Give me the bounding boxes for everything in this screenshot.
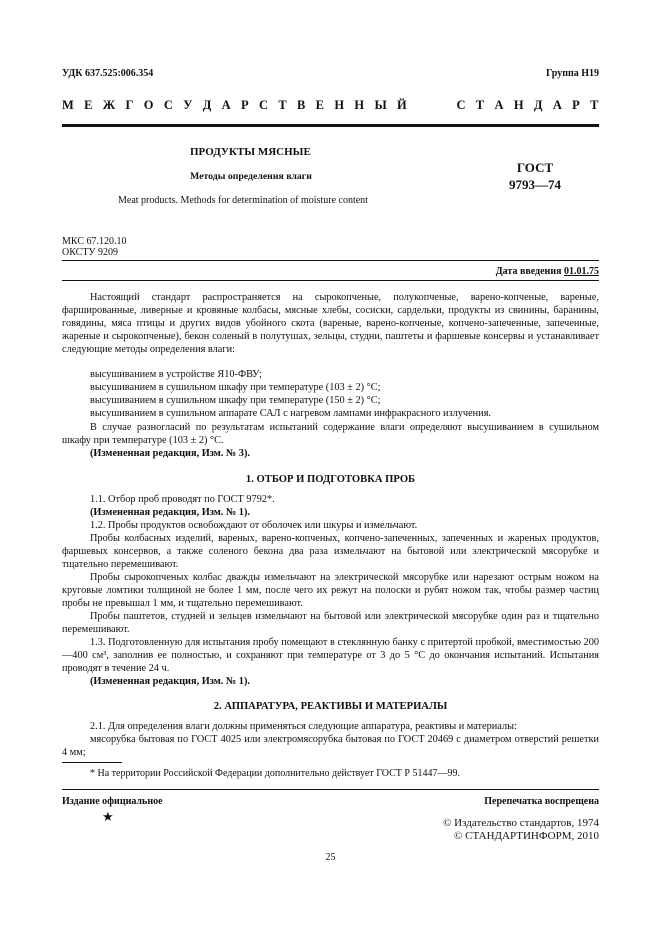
gost-number: 9793—74 — [509, 177, 561, 192]
copyright-1: © Издательство стандартов, 1974 — [443, 817, 599, 829]
method-2: высушиванием в сушильном шкафу при температуре (103 ± 2) °С; — [90, 382, 381, 393]
intro-paragraph: Настоящий стандарт распространяется на сырокопченые, полукопченые, варено-копченые, вареные, фаршированные, ливерные и кровяные колбасы, мясные хлебы, сосиски, сардельки, продукты из свинины, баранины, говядины, мяса птицы и других видов убойного скота (вареные, варено-копченые, копчено-запеченные, запеченные, жареные и сырокопченые), бекон соленый в полутушах, зельцы, студни, паштеты и фаршевые консервы и устанавливает следующие методы определения влаги: — [62, 292, 599, 355]
clause-1-1: 1.1. Отбор проб проводят по ГОСТ 9792*. — [90, 494, 275, 505]
title-main: ПРОДУКТЫ МЯСНЫЕ — [190, 146, 311, 158]
method-3: высушиванием в сушильном шкафу при температуре (150 ± 2) °С; — [90, 395, 381, 406]
group-code: Группа Н19 — [546, 68, 599, 79]
clause-1-2-pates: Пробы паштетов, студней и зельцев измельчают на бытовой или электрической мясорубке один раз и тщательно перемешивают. — [62, 611, 599, 635]
section-1-heading: 1. ОТБОР И ПОДГОТОВКА ПРОБ — [245, 474, 416, 485]
intro-date-label: Дата введения — [495, 266, 562, 277]
standard-banner: М Е Ж Г О С У Д А Р С Т В Е Н Н Ы Й С Т А Н Д А Р Т — [62, 98, 599, 112]
reprint-prohibited: Перепечатка воспрещена — [484, 796, 599, 807]
mks-code: МКС 67.120.10 — [62, 236, 127, 247]
intro-date-value: 01.01.75 — [564, 266, 599, 277]
clause-1-3: 1.3. Подготовленную для испытания пробу помещают в стеклянную банку с притертой пробкой, вместимостью 200—400 см³, заполнив ее полностью, и сохраняют при температуре от 3 до 5 °С до окончания испытаний. Испытания проводят в течение 24 ч. — [62, 637, 599, 674]
title-sub: Методы определения влаги — [190, 171, 312, 182]
section-2-heading: 2. АППАРАТУРА, РЕАКТИВЫ И МАТЕРИАЛЫ — [213, 701, 448, 712]
title-english: Meat products. Methods for determination of moisture content — [118, 195, 368, 206]
okstu-code: ОКСТУ 9209 — [62, 247, 119, 258]
clause-2-1: 2.1. Для определения влаги должны применяться следующие аппаратура, реактивы и материалы: — [90, 721, 517, 732]
amendment-note: (Измененная редакция, Изм. № 1). — [90, 676, 250, 687]
banner-rule — [62, 124, 599, 127]
intro-date — [496, 266, 599, 277]
classifier-rule — [62, 260, 599, 261]
amendment-note: (Измененная редакция, Изм. № 1). — [90, 507, 250, 518]
method-4: высушиванием в сушильном аппарате САЛ с нагревом лампами инфракрасного излучения. — [90, 408, 491, 419]
amendment-note: (Измененная редакция, Изм. № 3). — [90, 448, 250, 459]
udk-code: УДК 637.525:006.354 — [62, 68, 154, 79]
official-edition: Издание официальное — [62, 796, 163, 807]
clause-1-2-smoked: Пробы сырокопченых колбас дважды измельчают на электрической мясорубке или нарезают острым ножом на круговые ломтики толщиной не более 1 мм, после чего их режут на полоски и рубят ножом так, чтобы размер частиц пробы не превышал 1 мм, и тщательно перемешивают. — [62, 572, 599, 609]
star-icon: ★ — [102, 809, 114, 824]
dispute-paragraph: В случае разногласий по результатам испытаний содержание влаги определяют высушиванием в сушильном шкафу при температуре (103 ± 2) °С. — [62, 422, 599, 446]
page-number: 25 — [325, 852, 336, 863]
gost-label: ГОСТ — [516, 160, 554, 175]
clause-1-2: 1.2. Пробы продуктов освобождают от оболочек или шкуры и измельчают. — [90, 520, 418, 531]
clause-1-2-sausages: Пробы колбасных изделий, вареных, варено-копченых, копчено-запеченных, запеченных и жареных продуктов, фаршевых консервов, а также соленого бекона два раза измельчают на бытовой или электрической мясорубке и тщательно перемешивают. — [62, 533, 599, 570]
footnote: * На территории Российской Федерации дополнительно действует ГОСТ Р 51447—99. — [90, 768, 460, 779]
footer-rule — [62, 789, 599, 790]
clause-2-1-item-1: мясорубка бытовая по ГОСТ 4025 или электромясорубка бытовая по ГОСТ 20469 с диаметром отверстий решетки 4 мм; — [62, 734, 599, 758]
method-1: высушиванием в устройстве Я10-ФВУ; — [90, 369, 262, 380]
footnote-rule — [62, 762, 122, 763]
date-rule — [62, 280, 599, 281]
copyright-2: © СТАНДАРТИНФОРМ, 2010 — [454, 830, 599, 842]
